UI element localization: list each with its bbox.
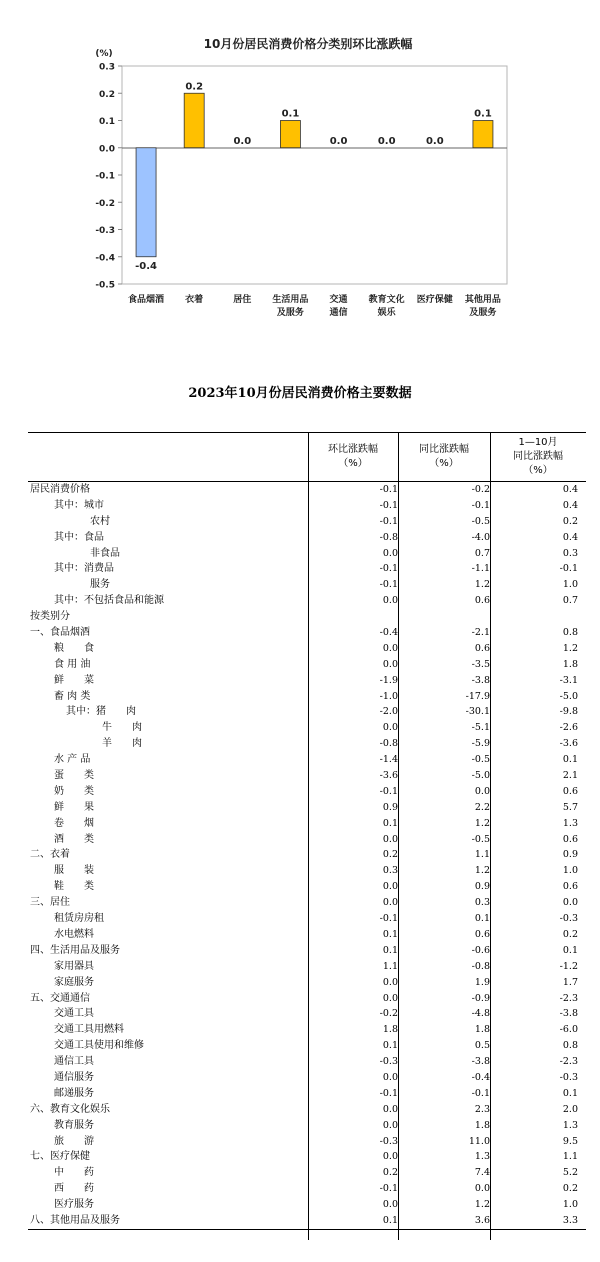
header-yoy: 同比涨跌幅 （%） bbox=[419, 444, 469, 469]
row-mom-value: 0.1 bbox=[382, 928, 398, 940]
row-ytd-value: 2.1 bbox=[562, 770, 578, 782]
row-yoy-value: -0.6 bbox=[471, 944, 490, 956]
row-ytd-value: 9.5 bbox=[562, 1135, 578, 1147]
row-mom-value: 0.2 bbox=[382, 849, 398, 861]
row-mom-value: -0.8 bbox=[379, 738, 398, 750]
row-ytd-value: -0.1 bbox=[559, 563, 578, 575]
cpi-bar-chart bbox=[0, 0, 600, 330]
row-mom-value: -0.1 bbox=[379, 579, 398, 591]
row-label: 中 药 bbox=[54, 1167, 94, 1179]
table-row bbox=[28, 847, 586, 863]
row-mom-value: 0.0 bbox=[382, 642, 398, 654]
row-mom-value: 0.1 bbox=[382, 817, 398, 829]
row-mom-value: 0.0 bbox=[382, 1119, 398, 1131]
x-category-label: 及服务 bbox=[276, 308, 304, 318]
row-mom-value: 0.1 bbox=[382, 1214, 398, 1226]
row-ytd-value: -0.3 bbox=[559, 1071, 578, 1083]
plot-area bbox=[122, 66, 507, 284]
row-ytd-value: -6.0 bbox=[559, 1024, 578, 1036]
row-mom-value: 0.2 bbox=[382, 1167, 398, 1179]
table-row bbox=[28, 1134, 586, 1150]
row-yoy-value: 0.7 bbox=[474, 547, 490, 559]
row-label: 服务 bbox=[90, 579, 110, 591]
row-yoy-value: 0.9 bbox=[474, 881, 490, 893]
row-yoy-value: -0.5 bbox=[471, 833, 490, 845]
table-row bbox=[28, 1197, 586, 1213]
x-category-label: 衣着 bbox=[185, 295, 204, 305]
row-ytd-value: -3.1 bbox=[559, 674, 578, 686]
row-yoy-value: -0.9 bbox=[471, 992, 490, 1004]
row-yoy-value: -17.9 bbox=[465, 690, 490, 702]
row-ytd-value: 0.3 bbox=[562, 547, 578, 559]
row-ytd-value: 0.4 bbox=[562, 484, 578, 495]
row-yoy-value: -3.8 bbox=[471, 1056, 490, 1068]
table-row bbox=[28, 514, 586, 530]
row-mom-value: 0.1 bbox=[382, 944, 398, 956]
row-yoy-value: -4.8 bbox=[471, 1008, 490, 1020]
row-mom-value: 0.0 bbox=[382, 1151, 398, 1163]
row-yoy-value: -2.1 bbox=[471, 627, 490, 639]
row-mom-value: -0.4 bbox=[379, 627, 398, 639]
table-row bbox=[28, 530, 586, 546]
row-yoy-value: -30.1 bbox=[465, 706, 490, 718]
row-label: 其中：食品 bbox=[54, 531, 104, 543]
y-tick-label: -0.2 bbox=[95, 198, 115, 209]
table-row bbox=[28, 879, 586, 895]
table-row bbox=[28, 1118, 586, 1134]
row-ytd-value: 3.3 bbox=[562, 1214, 578, 1226]
row-mom-value: -0.1 bbox=[379, 1183, 398, 1195]
row-ytd-value: 1.0 bbox=[562, 1199, 578, 1211]
row-label: 家庭服务 bbox=[54, 976, 94, 988]
bar-value-label: 0.0 bbox=[233, 135, 252, 147]
row-label: 其中：猪 肉 bbox=[66, 706, 136, 718]
row-yoy-value: 1.9 bbox=[474, 976, 490, 988]
row-ytd-value: 1.3 bbox=[562, 1119, 578, 1131]
row-mom-value: 0.0 bbox=[382, 1199, 398, 1211]
y-tick-label: -0.1 bbox=[95, 171, 115, 182]
row-ytd-value: -3.6 bbox=[559, 738, 578, 750]
bar-value-label: 0.1 bbox=[474, 108, 492, 120]
row-label: 二、衣着 bbox=[30, 849, 70, 861]
table-row bbox=[28, 943, 586, 959]
row-label: 通信工具 bbox=[54, 1056, 94, 1068]
row-yoy-value: 1.8 bbox=[474, 1024, 490, 1036]
row-label: 水 产 品 bbox=[54, 754, 91, 766]
table-row bbox=[28, 784, 586, 800]
row-label: 通信服务 bbox=[54, 1071, 94, 1083]
row-ytd-value: -1.2 bbox=[559, 960, 578, 972]
table-row bbox=[28, 959, 586, 975]
table-row bbox=[28, 1022, 586, 1038]
row-yoy-value: -5.9 bbox=[471, 738, 490, 750]
row-yoy-value: 1.2 bbox=[474, 579, 490, 591]
row-mom-value: -0.1 bbox=[379, 1087, 398, 1099]
table-row bbox=[28, 927, 586, 943]
row-ytd-value: -2.3 bbox=[559, 1056, 578, 1068]
cpi-data-table bbox=[28, 432, 586, 1230]
row-ytd-value: 1.3 bbox=[562, 817, 578, 829]
row-yoy-value: 0.6 bbox=[474, 928, 490, 940]
row-ytd-value: 0.6 bbox=[562, 881, 578, 893]
table-row bbox=[28, 736, 586, 752]
row-ytd-value: 0.1 bbox=[562, 754, 578, 766]
row-yoy-value: 7.4 bbox=[474, 1167, 490, 1179]
y-tick-label: -0.4 bbox=[95, 253, 115, 264]
y-tick-label: 0.0 bbox=[99, 144, 115, 155]
row-yoy-value: -3.5 bbox=[471, 658, 490, 670]
row-label: 家用器具 bbox=[54, 960, 94, 972]
table-row bbox=[28, 1086, 586, 1102]
row-yoy-value: -0.1 bbox=[471, 499, 490, 511]
row-yoy-value: 0.0 bbox=[474, 1183, 490, 1195]
row-yoy-value: 0.5 bbox=[474, 1040, 490, 1052]
table-row bbox=[28, 609, 586, 625]
row-label: 交通工具用燃料 bbox=[54, 1024, 124, 1036]
row-label: 交通工具使用和维修 bbox=[54, 1040, 144, 1052]
row-ytd-value: 0.8 bbox=[562, 627, 578, 639]
row-ytd-value: 0.1 bbox=[562, 944, 578, 956]
row-yoy-value: -5.0 bbox=[471, 770, 490, 782]
y-axis-unit: (%) bbox=[95, 49, 113, 59]
row-mom-value: -0.3 bbox=[379, 1135, 398, 1147]
column-divider-3 bbox=[490, 432, 491, 1240]
x-category-label: 娱乐 bbox=[377, 308, 396, 318]
x-axis-labels bbox=[128, 293, 501, 318]
bar-value-label: 0.2 bbox=[185, 81, 204, 93]
header-mom: 环比涨跌幅 （%） bbox=[328, 444, 378, 469]
table-row bbox=[28, 1213, 586, 1229]
row-ytd-value: 0.4 bbox=[562, 531, 578, 543]
row-mom-value: 1.1 bbox=[382, 960, 398, 972]
row-ytd-value: 0.8 bbox=[562, 1040, 578, 1052]
table-body bbox=[28, 482, 586, 1230]
row-mom-value: -0.1 bbox=[379, 785, 398, 797]
row-yoy-value: 0.0 bbox=[474, 785, 490, 797]
row-mom-value: 0.0 bbox=[382, 658, 398, 670]
row-label: 租赁房房租 bbox=[54, 913, 104, 925]
x-category-label: 通信 bbox=[329, 308, 348, 318]
row-label: 其中：城市 bbox=[54, 499, 104, 511]
row-yoy-value: 1.8 bbox=[474, 1119, 490, 1131]
row-label: 医疗服务 bbox=[54, 1199, 94, 1211]
row-mom-value: 0.0 bbox=[382, 881, 398, 893]
row-ytd-value: 0.7 bbox=[562, 595, 578, 607]
row-ytd-value: 1.1 bbox=[562, 1151, 578, 1163]
column-divider-1 bbox=[308, 432, 309, 1240]
x-category-label: 生活用品 bbox=[272, 295, 309, 305]
row-label: 一、食品烟酒 bbox=[30, 627, 90, 639]
row-yoy-value: 1.2 bbox=[474, 817, 490, 829]
row-ytd-value: -2.3 bbox=[559, 992, 578, 1004]
row-mom-value: 0.9 bbox=[382, 801, 398, 813]
row-yoy-value: 0.1 bbox=[474, 913, 490, 925]
row-yoy-value: -0.1 bbox=[471, 1087, 490, 1099]
row-yoy-value: 11.0 bbox=[468, 1135, 490, 1147]
row-ytd-value: 5.2 bbox=[562, 1167, 578, 1179]
table-row bbox=[28, 1070, 586, 1086]
row-label: 五、交通通信 bbox=[30, 992, 90, 1004]
row-yoy-value: 1.2 bbox=[474, 865, 490, 877]
row-mom-value: 1.8 bbox=[382, 1024, 398, 1036]
row-mom-value: -1.4 bbox=[379, 754, 398, 766]
row-label: 八、其他用品及服务 bbox=[30, 1214, 120, 1226]
table-row bbox=[28, 1165, 586, 1181]
x-category-label: 医疗保健 bbox=[416, 295, 453, 305]
row-label: 旅 游 bbox=[54, 1135, 94, 1147]
x-category-label: 交通 bbox=[329, 295, 348, 305]
table-row bbox=[28, 561, 586, 577]
table-row bbox=[28, 482, 586, 498]
row-yoy-value: 1.2 bbox=[474, 1199, 490, 1211]
row-ytd-value: -2.6 bbox=[559, 722, 578, 734]
table-row bbox=[28, 816, 586, 832]
table-row bbox=[28, 546, 586, 562]
row-ytd-value: -9.8 bbox=[559, 706, 578, 718]
table-row bbox=[28, 625, 586, 641]
row-label: 教育服务 bbox=[54, 1119, 94, 1131]
table-row bbox=[28, 657, 586, 673]
row-mom-value: -0.1 bbox=[379, 484, 398, 495]
row-yoy-value: 2.2 bbox=[474, 801, 490, 813]
row-mom-value: 0.0 bbox=[382, 992, 398, 1004]
row-yoy-value: 3.6 bbox=[474, 1214, 490, 1226]
row-mom-value: -1.9 bbox=[379, 674, 398, 686]
bar bbox=[473, 121, 493, 148]
row-ytd-value: 1.2 bbox=[562, 642, 578, 654]
row-ytd-value: 1.8 bbox=[562, 658, 578, 670]
bar bbox=[136, 148, 156, 257]
table-row bbox=[28, 800, 586, 816]
row-mom-value: 0.0 bbox=[382, 722, 398, 734]
table-row bbox=[28, 1149, 586, 1165]
table-row bbox=[28, 577, 586, 593]
row-label: 居民消费价格 bbox=[30, 484, 90, 495]
row-mom-value: 0.0 bbox=[382, 1103, 398, 1115]
row-yoy-value: -0.8 bbox=[471, 960, 490, 972]
y-tick-label: -0.3 bbox=[95, 226, 115, 236]
x-category-label: 其他用品 bbox=[464, 295, 501, 305]
row-mom-value: 0.1 bbox=[382, 1040, 398, 1052]
x-category-label: 教育文化 bbox=[368, 295, 405, 305]
row-mom-value: -0.8 bbox=[379, 531, 398, 543]
row-ytd-value: 5.7 bbox=[562, 801, 578, 813]
row-label: 水电燃料 bbox=[54, 928, 94, 940]
table-header bbox=[28, 432, 586, 482]
row-yoy-value: -5.1 bbox=[471, 722, 490, 734]
table-row bbox=[28, 1038, 586, 1054]
row-yoy-value: -0.4 bbox=[471, 1071, 490, 1083]
row-mom-value: 0.0 bbox=[382, 897, 398, 909]
row-yoy-value: 1.1 bbox=[474, 849, 490, 861]
bar bbox=[184, 93, 204, 148]
row-label: 羊 肉 bbox=[102, 738, 142, 750]
row-label: 邮递服务 bbox=[54, 1087, 94, 1099]
row-mom-value: 0.0 bbox=[382, 547, 398, 559]
row-mom-value: -1.0 bbox=[379, 690, 398, 702]
row-label: 六、教育文化娱乐 bbox=[30, 1103, 110, 1115]
bar-value-label: 0.0 bbox=[329, 135, 348, 147]
table-row bbox=[28, 1181, 586, 1197]
row-label: 鞋 类 bbox=[54, 881, 94, 893]
row-label: 非食品 bbox=[90, 547, 120, 559]
row-mom-value: 0.0 bbox=[382, 833, 398, 845]
row-yoy-value: -4.0 bbox=[471, 531, 490, 543]
y-tick-label: 0.1 bbox=[99, 117, 115, 127]
row-label: 其中：不包括食品和能源 bbox=[54, 595, 164, 607]
row-ytd-value: -5.0 bbox=[559, 690, 578, 702]
table-row bbox=[28, 593, 586, 609]
row-yoy-value: 0.6 bbox=[474, 642, 490, 654]
y-tick-label: -0.5 bbox=[95, 280, 115, 291]
header-ytd: 1—10月 同比涨跌幅 （%） bbox=[513, 437, 563, 476]
row-label: 交通工具 bbox=[54, 1008, 94, 1020]
row-label: 奶 类 bbox=[54, 785, 94, 797]
table-row bbox=[28, 863, 586, 879]
row-ytd-value: 0.9 bbox=[562, 849, 578, 861]
row-mom-value: 0.0 bbox=[382, 595, 398, 607]
table-row bbox=[28, 1102, 586, 1118]
row-ytd-value: -0.3 bbox=[559, 913, 578, 925]
row-ytd-value: 0.2 bbox=[562, 928, 578, 940]
row-label: 四、生活用品及服务 bbox=[30, 944, 120, 956]
row-label: 粮 食 bbox=[54, 642, 94, 654]
table-row bbox=[28, 832, 586, 848]
row-mom-value: 0.0 bbox=[382, 976, 398, 988]
row-label: 服 装 bbox=[54, 865, 94, 877]
row-mom-value: -0.1 bbox=[379, 499, 398, 511]
x-category-label: 居住 bbox=[233, 295, 252, 305]
row-ytd-value: 0.6 bbox=[562, 785, 578, 797]
row-label: 七、医疗保健 bbox=[30, 1151, 90, 1163]
table-row bbox=[28, 498, 586, 514]
row-ytd-value: 1.0 bbox=[562, 579, 578, 591]
x-category-label: 及服务 bbox=[469, 308, 497, 318]
table-title: 2023年10月份居民消费价格主要数据 bbox=[188, 386, 412, 401]
row-ytd-value: 0.1 bbox=[562, 1087, 578, 1099]
y-tick-label: 0.2 bbox=[99, 89, 115, 100]
row-ytd-value: 0.2 bbox=[562, 515, 578, 527]
table-row bbox=[28, 768, 586, 784]
bar-value-label: 0.0 bbox=[425, 135, 444, 147]
row-label: 食 用 油 bbox=[54, 658, 91, 670]
row-label: 牛 肉 bbox=[102, 722, 142, 734]
column-divider-2 bbox=[398, 432, 399, 1240]
bar-value-label: 0.0 bbox=[377, 135, 396, 147]
table-row bbox=[28, 991, 586, 1007]
row-yoy-value: 2.3 bbox=[474, 1103, 490, 1115]
row-label: 蛋 类 bbox=[54, 770, 94, 782]
row-mom-value: -0.1 bbox=[379, 913, 398, 925]
table-row bbox=[28, 641, 586, 657]
row-label: 鲜 果 bbox=[54, 801, 94, 813]
row-mom-value: 0.0 bbox=[382, 1071, 398, 1083]
row-yoy-value: 0.3 bbox=[474, 897, 490, 909]
row-ytd-value: 1.7 bbox=[562, 976, 578, 988]
row-ytd-value: 2.0 bbox=[562, 1103, 578, 1115]
row-yoy-value: 0.6 bbox=[474, 595, 490, 607]
table-row bbox=[28, 911, 586, 927]
bar bbox=[280, 121, 300, 148]
row-label: 卷 烟 bbox=[54, 817, 94, 829]
row-mom-value: -0.2 bbox=[379, 1008, 398, 1020]
row-label: 西 药 bbox=[54, 1183, 94, 1195]
row-ytd-value: 0.0 bbox=[562, 897, 578, 909]
table-row bbox=[28, 895, 586, 911]
row-yoy-value: -3.8 bbox=[471, 674, 490, 686]
table-row bbox=[28, 1006, 586, 1022]
row-label: 畜 肉 类 bbox=[54, 690, 91, 702]
row-yoy-value: -0.5 bbox=[471, 754, 490, 766]
row-label: 按类别分 bbox=[30, 611, 70, 623]
row-mom-value: -2.0 bbox=[379, 706, 398, 718]
row-mom-value: -0.1 bbox=[379, 515, 398, 527]
row-ytd-value: 0.6 bbox=[562, 833, 578, 845]
table-row bbox=[28, 704, 586, 720]
row-label: 酒 类 bbox=[54, 833, 94, 845]
table-row bbox=[28, 720, 586, 736]
row-yoy-value: 1.3 bbox=[474, 1151, 490, 1163]
row-label: 其中：消费品 bbox=[54, 563, 114, 575]
row-yoy-value: -1.1 bbox=[471, 563, 490, 575]
row-label: 三、居住 bbox=[30, 897, 70, 909]
table-row bbox=[28, 975, 586, 991]
table-row bbox=[28, 673, 586, 689]
row-mom-value: 0.3 bbox=[382, 865, 398, 877]
table-row bbox=[28, 752, 586, 768]
y-tick-label: 0.3 bbox=[99, 62, 115, 73]
row-ytd-value: 0.4 bbox=[562, 499, 578, 511]
row-mom-value: -3.6 bbox=[379, 770, 398, 782]
row-ytd-value: 1.0 bbox=[562, 865, 578, 877]
chart-title: 10月份居民消费价格分类别环比涨跌幅 bbox=[203, 37, 413, 51]
bars bbox=[135, 81, 493, 272]
x-category-label: 食品烟酒 bbox=[128, 295, 165, 305]
table-row bbox=[28, 1054, 586, 1070]
row-label: 鲜 菜 bbox=[54, 674, 94, 686]
row-ytd-value: 0.2 bbox=[562, 1183, 578, 1195]
y-axis-ticks bbox=[95, 63, 122, 291]
row-mom-value: -0.1 bbox=[379, 563, 398, 575]
bar-value-label: -0.4 bbox=[135, 260, 157, 272]
table-row bbox=[28, 689, 586, 705]
row-ytd-value: -3.8 bbox=[559, 1008, 578, 1020]
row-label: 农村 bbox=[90, 515, 110, 527]
bar-value-label: 0.1 bbox=[281, 108, 300, 120]
row-mom-value: -0.3 bbox=[379, 1056, 398, 1068]
row-yoy-value: -0.2 bbox=[471, 484, 490, 495]
row-yoy-value: -0.5 bbox=[471, 515, 490, 527]
